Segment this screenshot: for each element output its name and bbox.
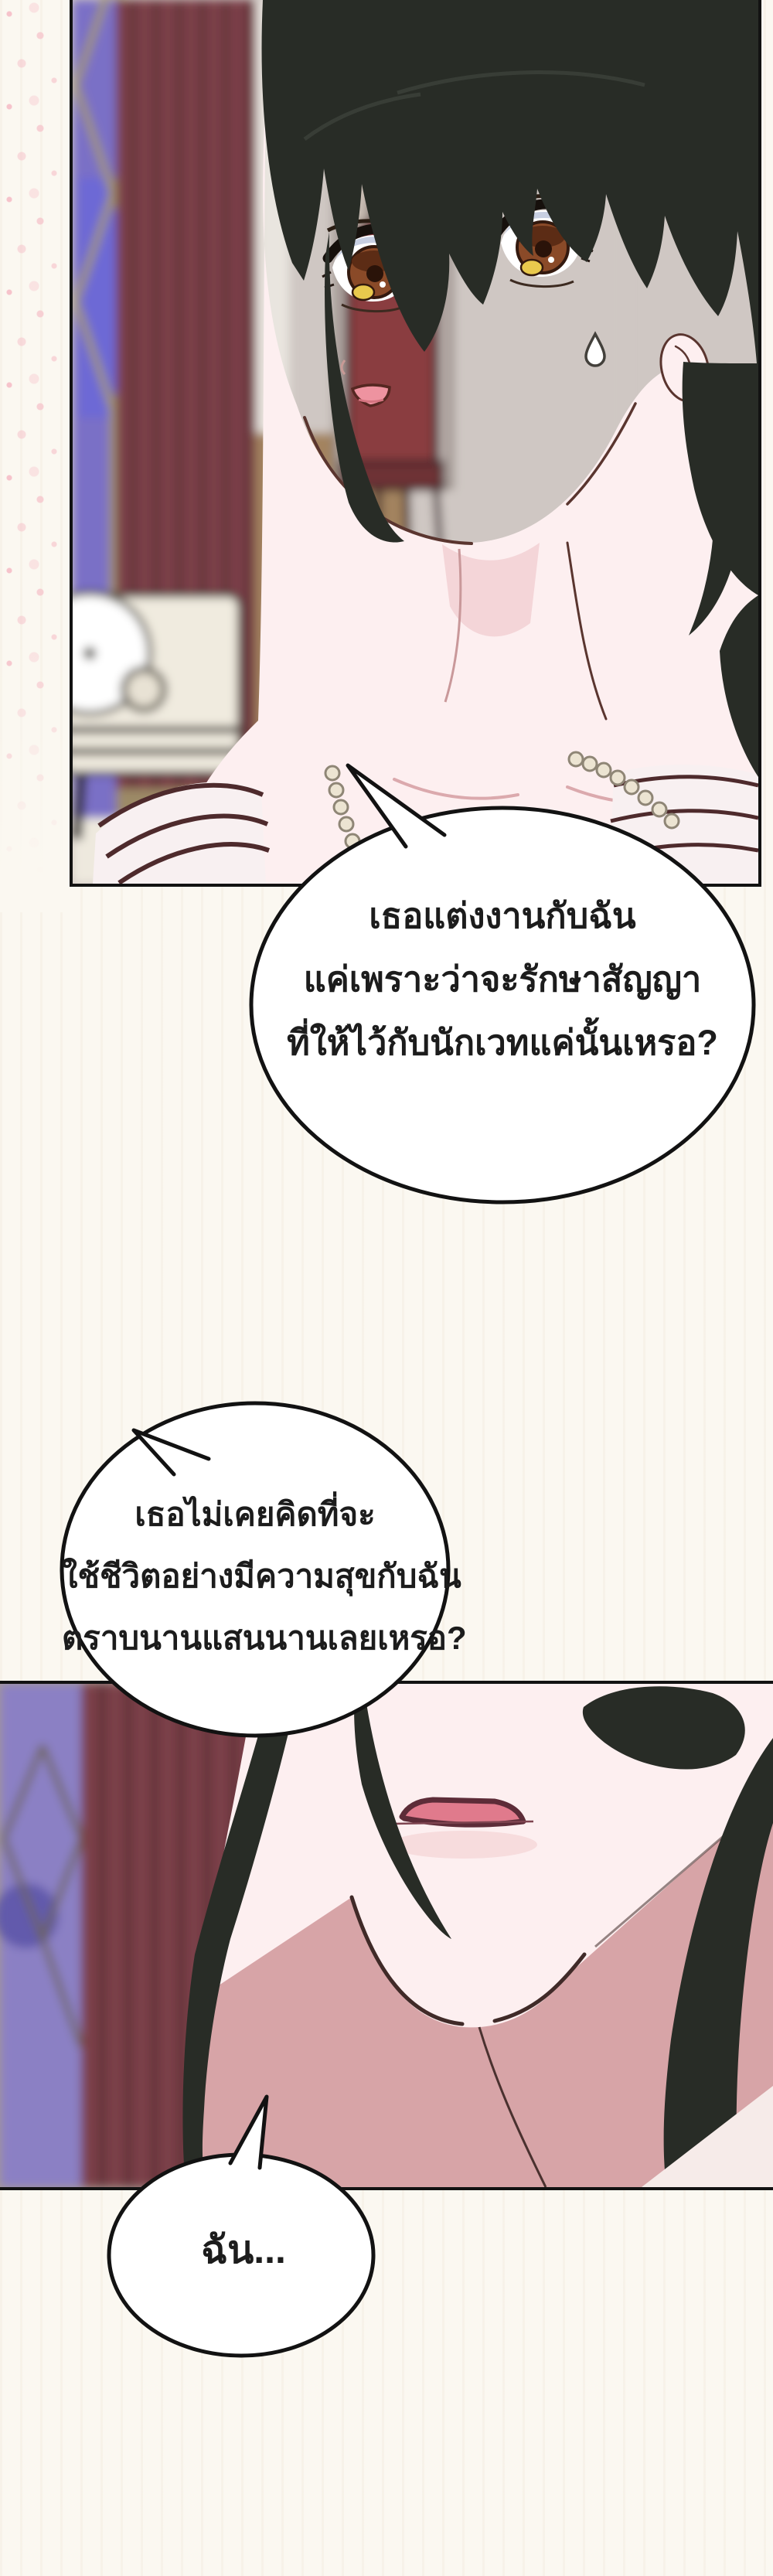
speech-bubble-2 <box>50 1388 468 1751</box>
speech-bubble-1-tail <box>348 765 444 847</box>
margin-sparkle-texture <box>0 0 70 912</box>
speech-bubble-2-text <box>62 1484 467 1669</box>
bubble-3-line-1: ฉัน... <box>201 2228 286 2271</box>
speech-bubble-1-text <box>274 884 730 1075</box>
bubble-2-line-2: ใช้ชีวิตอย่างมีความสุขกับฉัน <box>62 1558 461 1594</box>
speech-bubble-3-text <box>112 2220 375 2279</box>
speech-bubble-1 <box>247 741 773 1220</box>
bubble-2-line-1: เธอไม่เคยคิดที่จะ <box>135 1496 376 1532</box>
bubble-1-line-2: แค่เพราะว่าจะรักษาสัญญา <box>303 959 702 999</box>
bubble-1-line-1: เธอแต่งงานกับฉัน <box>369 896 636 935</box>
bubble-1-line-3: ที่ให้ไว้กับนักเวทแค่นั้นเหรอ? <box>287 1023 718 1062</box>
speech-bubble-3 <box>97 2080 390 2366</box>
bubble-2-line-3: ตราบนานแสนนานเลยเหรอ? <box>62 1620 467 1656</box>
speech-bubble-3-tail <box>230 2097 267 2168</box>
